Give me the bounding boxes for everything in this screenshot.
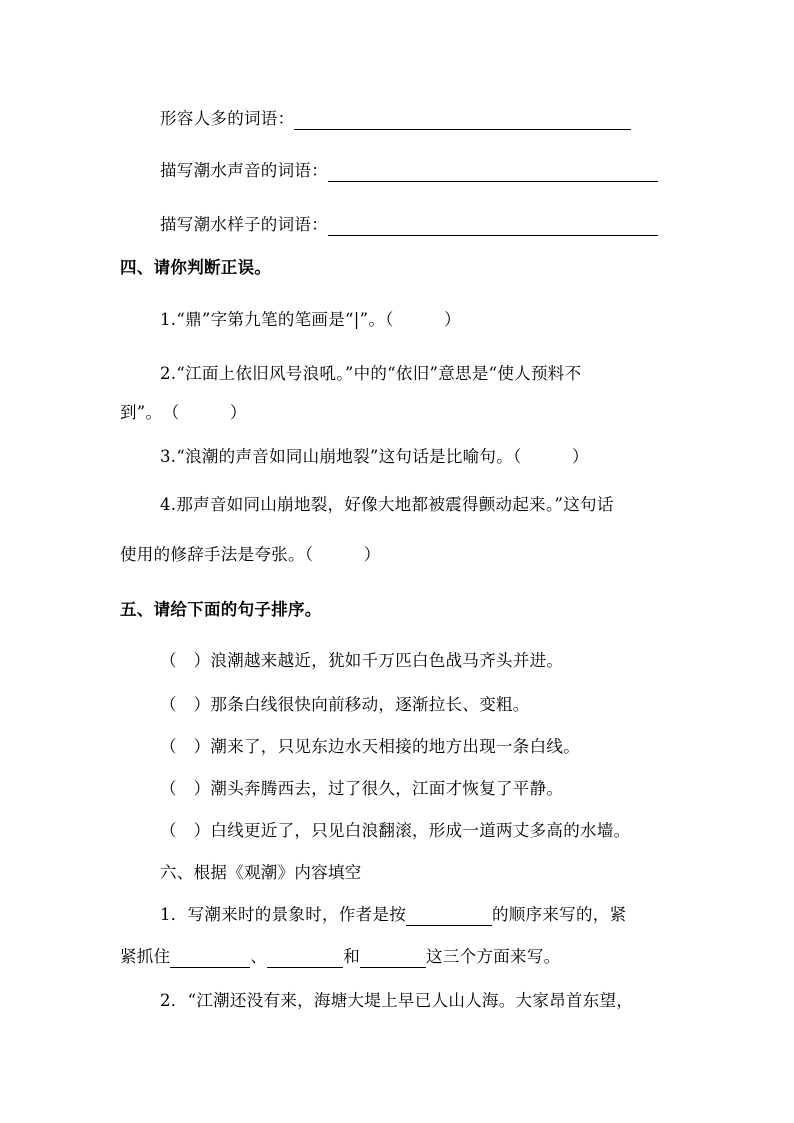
fill-question-1-text-a: 1．写潮来时的景象时，作者是按 [160,905,406,924]
fill-question-1-text-d: 这三个方面来写。 [426,947,561,966]
fill-question-1-line2 [120,946,560,968]
judge-question-4-line2: 使用的修辞手法是夸张。（ ） [120,545,381,564]
order-item: （ ）潮来了，只见东边水天相接的地方出现一条白线。 [160,737,580,756]
order-item: （ ）那条白线很快向前移动，逐渐拉长、变粗。 [160,695,530,714]
fill-question-1-text-c: 紧抓住 [120,947,171,966]
judge-question-4-line1: 4.那声音如同山崩地裂，好像大地都被震得颤动起来。”这句话 [160,495,614,514]
blank-order[interactable] [406,907,492,926]
section5-heading: 五、请给下面的句子排序。 [120,600,322,619]
fill-question-1-text-b: 的顺序来写的，紧 [492,905,627,924]
fill-question-2-line1: 2．“江潮还没有来，海塘大堤上早已人山人海。大家昂首东望， [160,991,634,1010]
fill-item-crowd [160,108,631,130]
answer-line-crowd[interactable] [294,111,631,130]
fill-item-sound [160,160,658,182]
fill-label-crowd: 形容人多的词语： [160,109,295,128]
order-item: （ ）潮头奔腾西去，过了很久，江面才恢复了平静。 [160,779,564,798]
section6-heading: 六、根据《观潮》内容填空 [160,863,362,882]
blank-aspect-2[interactable] [267,949,343,968]
fill-question-1-line1 [160,904,626,926]
judge-question-1: 1.“鼎”字第九笔的笔画是“|”。（ ） [160,310,461,329]
fill-label-sound: 描写潮水声音的词语： [160,161,328,180]
answer-line-shape[interactable] [328,217,658,236]
section4-heading: 四、请你判断正误。 [120,258,272,277]
judge-question-3: 3.“浪潮的声音如同山崩地裂”这句话是比喻句。（ ） [160,447,589,466]
fill-label-shape: 描写潮水样子的词语： [160,215,328,234]
judge-question-2-line1: 2.“江面上依旧风号浪吼。”中的“依旧”意思是“使人预料不 [160,364,582,383]
blank-aspect-1[interactable] [170,949,250,968]
blank-aspect-3[interactable] [360,949,426,968]
answer-line-sound[interactable] [328,163,658,182]
order-item: （ ）浪潮越来越近，犹如千万匹白色战马齐头并进。 [160,651,564,670]
order-item: （ ）白线更近了，只见白浪翻滚，形成一道两丈多高的水墙。 [160,821,631,840]
fill-item-shape [160,214,658,236]
separator-comma: 、 [250,947,268,966]
judge-question-2-line2: 到”。 （ ） [120,403,247,422]
separator-and: 和 [343,947,361,966]
